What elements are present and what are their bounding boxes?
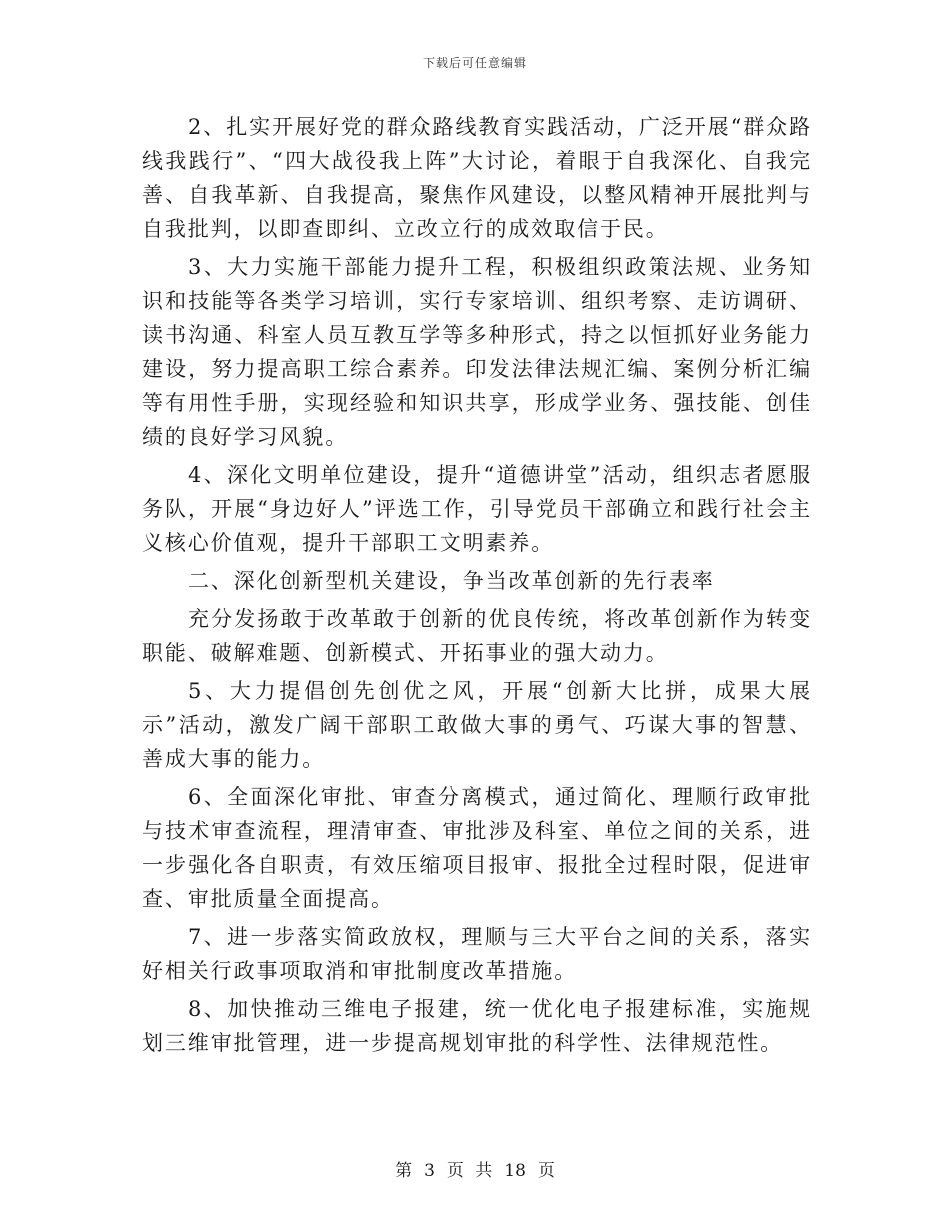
total-page-count: 18 — [504, 1161, 526, 1181]
paragraph-item-8: 8、加快推动三维电子报建，统一优化电子报建标准，实施规划三维审批管理，进一步提高规划审批的科学性、法律规范性。 — [142, 997, 812, 1055]
section-heading-2: 二、深化创新型机关建设，争当改革创新的先行表率 — [188, 569, 715, 593]
section-intro: 充分发扬敢于改革敢于创新的优良传统，将改革创新作为转变职能、破解难题、创新模式、开拓事业的强大动力。 — [142, 607, 812, 665]
current-page-number: 3 — [424, 1161, 435, 1181]
paragraph-item-4: 4、深化文明单位建设，提升“道德讲堂”活动，组织志者愿服务队，开展“身边好人”评选工作，引导党员干部确立和践行社会主义核心价值观，提升干部职工文明素养。 — [142, 463, 812, 555]
footer-label-suffix: 页 — [537, 1161, 555, 1181]
paragraph-item-6: 6、全面深化审批、审查分离模式，通过简化、理顺行政审批与技术审查流程，理清审查、审批涉及科室、单位之间的关系，进一步强化各自职责，有效压缩项目报审、报批全过程时限，促进审查、审批质量全面提高。 — [142, 785, 812, 911]
paragraph-item-5: 5、大力提倡创先创优之风，开展“创新大比拼，成果大展示”活动，激发广阔干部职工敢做大事的勇气、巧谋大事的智慧、善成大事的能力。 — [142, 679, 812, 771]
footer-label-prefix: 第 — [395, 1161, 413, 1181]
page-header-note: 下载后可任意编辑 — [422, 56, 527, 70]
document-body — [142, 110, 812, 1064]
paragraph-item-3: 3、大力实施干部能力提升工程，积极组织政策法规、业务知识和技能等各类学习培训，实行专家培训、组织考察、走访调研、读书沟通、科室人员互教互学等多种形式，持之以恒抓好业务能力建设，努力提高职工综合素养。印发法律法规汇编、案例分析汇编等有用性手册，实现经验和知识共享，形成学业务、强技能、创佳绩的良好学习风貌。 — [142, 255, 812, 449]
paragraph-item-2: 2、扎实开展好党的群众路线教育实践活动，广泛开展“群众路线我践行”、“四大战役我上阵”大讨论，着眼于自我深化、自我完善、自我革新、自我提高，聚焦作风建设，以整风精神开展批判与自我批判，以即查即纠、立改立行的成效取信于民。 — [142, 115, 812, 241]
footer-label-middle: 页 共 — [446, 1161, 493, 1181]
paragraph-item-7: 7、进一步落实简政放权，理顺与三大平台之间的关系，落实好相关行政事项取消和审批制度改革措施。 — [142, 925, 812, 983]
page-footer — [0, 1156, 950, 1181]
